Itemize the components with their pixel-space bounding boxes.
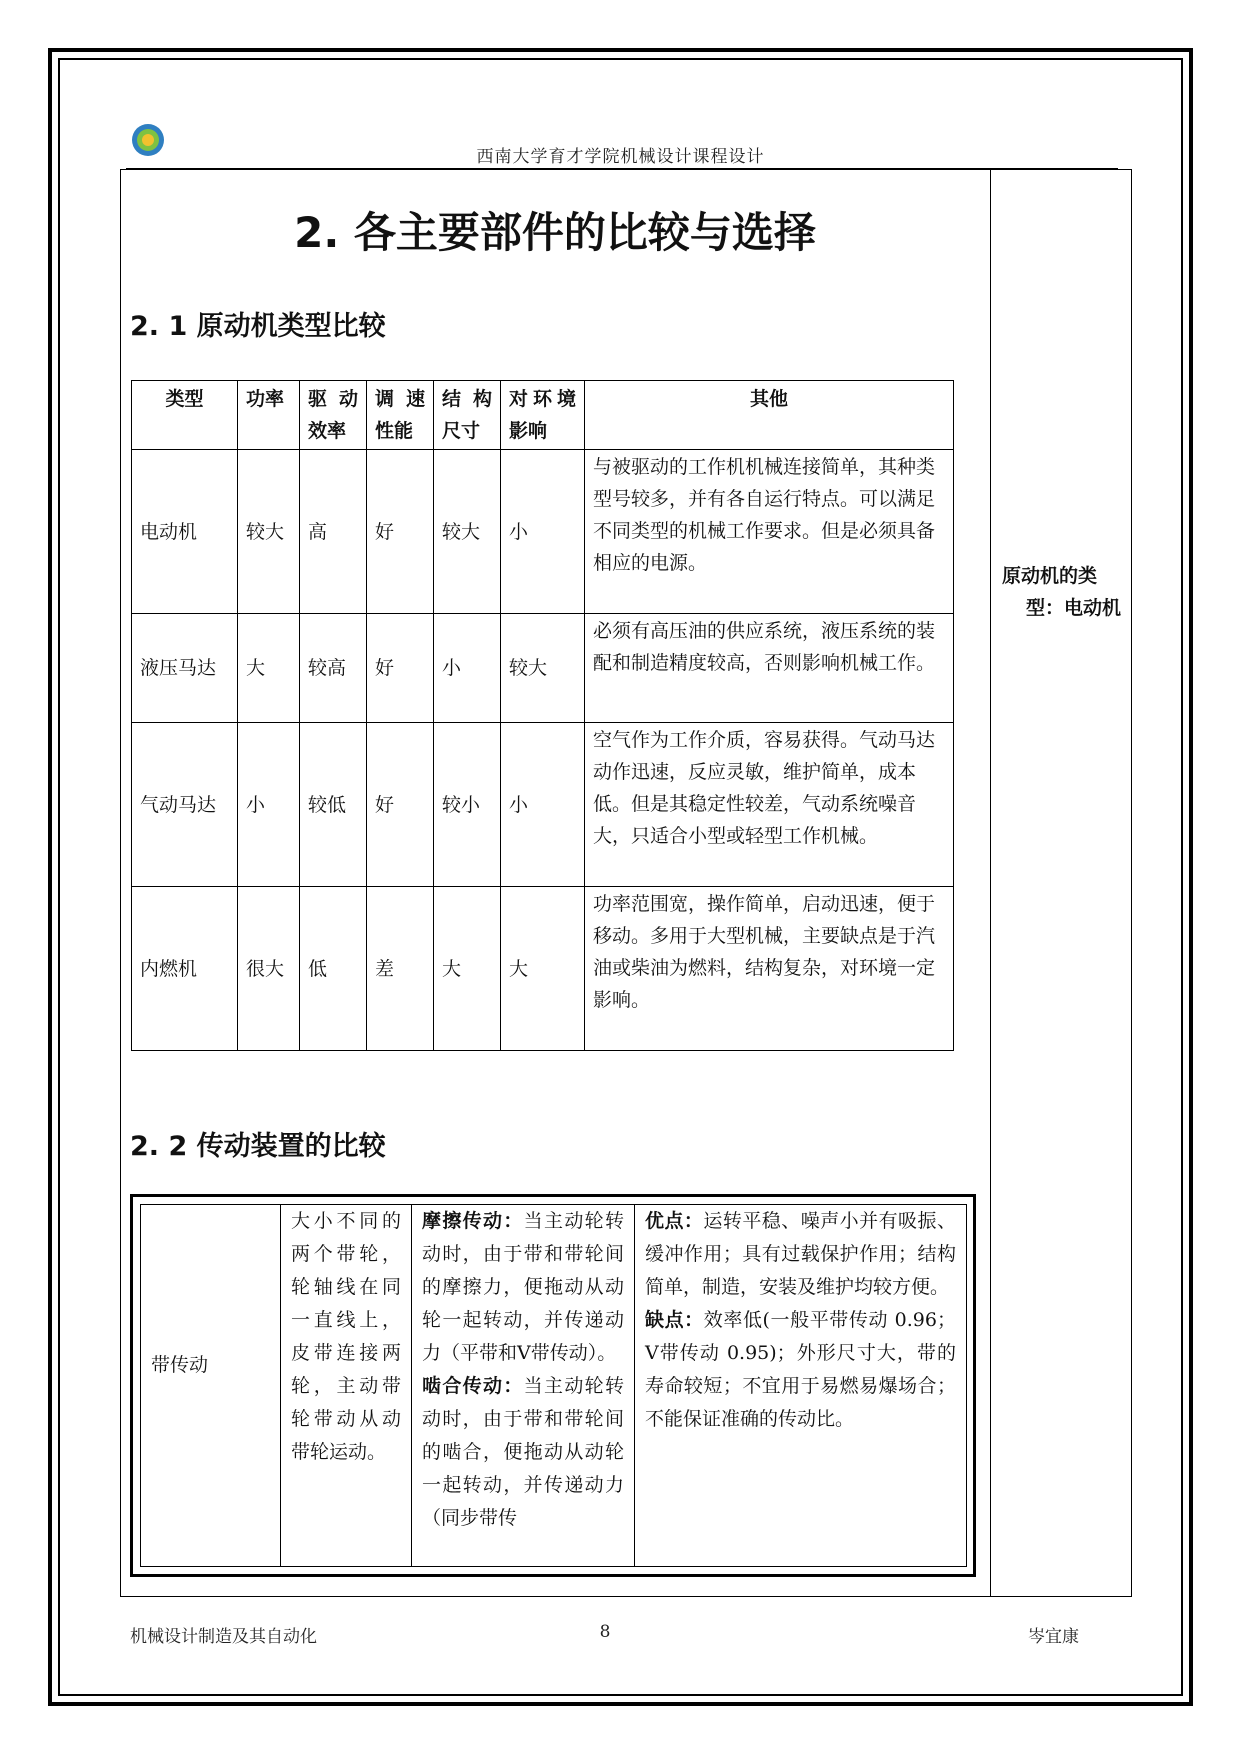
table-cell: 功率范围宽，操作简单，启动迅速，便于移动。多用于大型机械，主要缺点是于汽油或柴油为燃料，结构复杂，对环境一定影响。 [585,887,954,1051]
table-row [141,1205,967,1567]
col-header: 驱 动 效率 [300,381,367,450]
advantages-label: 优点： [645,1210,704,1232]
table-cell: 高 [300,450,367,614]
table-header-row [132,381,954,450]
table-cell: 大 [501,887,585,1051]
disadvantages-text: 效率低(一般平带传动 0.96；V带传动 0.95)；外形尺寸大，带的寿命较短；不宜用于易燃易爆场合；不能保证准确的传动比。 [645,1309,956,1430]
table-cell: 空气作为工作介质，容易获得。气动马达动作迅速，反应灵敏，维护简单，成本低。但是其稳定性较差，气动系统噪音大，只适合小型或轻型工作机械。 [585,723,954,887]
table-cell: 好 [367,723,434,887]
col-header: 类型 [132,381,238,450]
table-cell: 较低 [300,723,367,887]
section-title-prime-mover: 2. 1 原动机类型比较 [130,311,386,342]
table-cell: 与被驱动的工作机机械连接简单，其种类型号较多，并有各自运行特点。可以满足不同类型的机械工作要求。但是必须具备相应的电源。 [585,450,954,614]
section-title-transmission: 2. 2 传动装置的比较 [130,1131,386,1162]
col-header: 其他 [585,381,954,450]
table-cell: 好 [367,450,434,614]
table-cell: 液压马达 [132,614,238,723]
mesh-label: 啮合传动： [422,1375,524,1397]
table-cell: 小 [238,723,300,887]
friction-label: 摩擦传动： [422,1210,524,1232]
margin-divider [990,169,991,1597]
col-header: 功率 [238,381,300,450]
table-cell: 较小 [434,723,501,887]
table-cell: 小 [434,614,501,723]
table-cell: 气动马达 [132,723,238,887]
table-cell: 很大 [238,887,300,1051]
table-row [132,614,954,723]
table-row [132,450,954,614]
margin-note [1002,560,1128,624]
col-header: 对环境 影响 [501,381,585,450]
table-cell: 电动机 [132,450,238,614]
transmission-table [140,1204,967,1567]
running-header: 西南大学育才学院机械设计课程设计 [476,147,765,167]
table-cell: 小 [501,723,585,887]
table-cell: 较大 [434,450,501,614]
table-cell: 内燃机 [132,887,238,1051]
mesh-text: 当主动轮转动时，由于带和带轮间的啮合，便拖动从动轮一起转动，并传递动力（同步带传 [422,1375,624,1529]
footer-author: 岑宜康 [1028,1627,1079,1647]
disadvantages-label: 缺点： [645,1309,704,1331]
chapter-title: 2. 各主要部件的比较与选择 [294,208,816,257]
footer-major: 机械设计制造及其自动化 [130,1627,317,1647]
table-cell: 必须有高压油的供应系统，液压系统的装配和制造精度较高，否则影响机械工作。 [585,614,954,723]
col-header: 调 速 性能 [367,381,434,450]
table-cell: 较大 [238,450,300,614]
table-cell: 较大 [501,614,585,723]
prime-mover-table [131,380,954,1051]
table-cell: 差 [367,887,434,1051]
table-cell: 大 [238,614,300,723]
friction-text: 当主动轮转动时，由于带和带轮间的摩擦力，便拖动从动轮一起转动，并传递动力（平带和V带传动）。 [422,1210,624,1364]
table-cell [412,1205,635,1567]
table-cell: 大小不同的两个带轮，轮轴线在同一直线上，皮带连接两轮，主动带轮带动从动带轮运动。 [281,1205,412,1567]
col-header: 结 构 尺寸 [434,381,501,450]
table-cell: 大 [434,887,501,1051]
advantages-text: 运转平稳、噪声小并有吸振、缓冲作用；具有过载保护作用；结构简单，制造，安装及维护均较方便。 [645,1210,956,1298]
page-number: 8 [599,1622,611,1642]
table-cell: 低 [300,887,367,1051]
table-cell: 小 [501,450,585,614]
table-cell [635,1205,967,1567]
margin-note-line1: 原动机的类 [1002,565,1098,587]
table-cell: 带传动 [141,1205,281,1567]
margin-note-line2: 型：电动机 [1026,597,1122,619]
table-row [132,723,954,887]
table-cell: 较高 [300,614,367,723]
table-row [132,887,954,1051]
table-cell: 好 [367,614,434,723]
